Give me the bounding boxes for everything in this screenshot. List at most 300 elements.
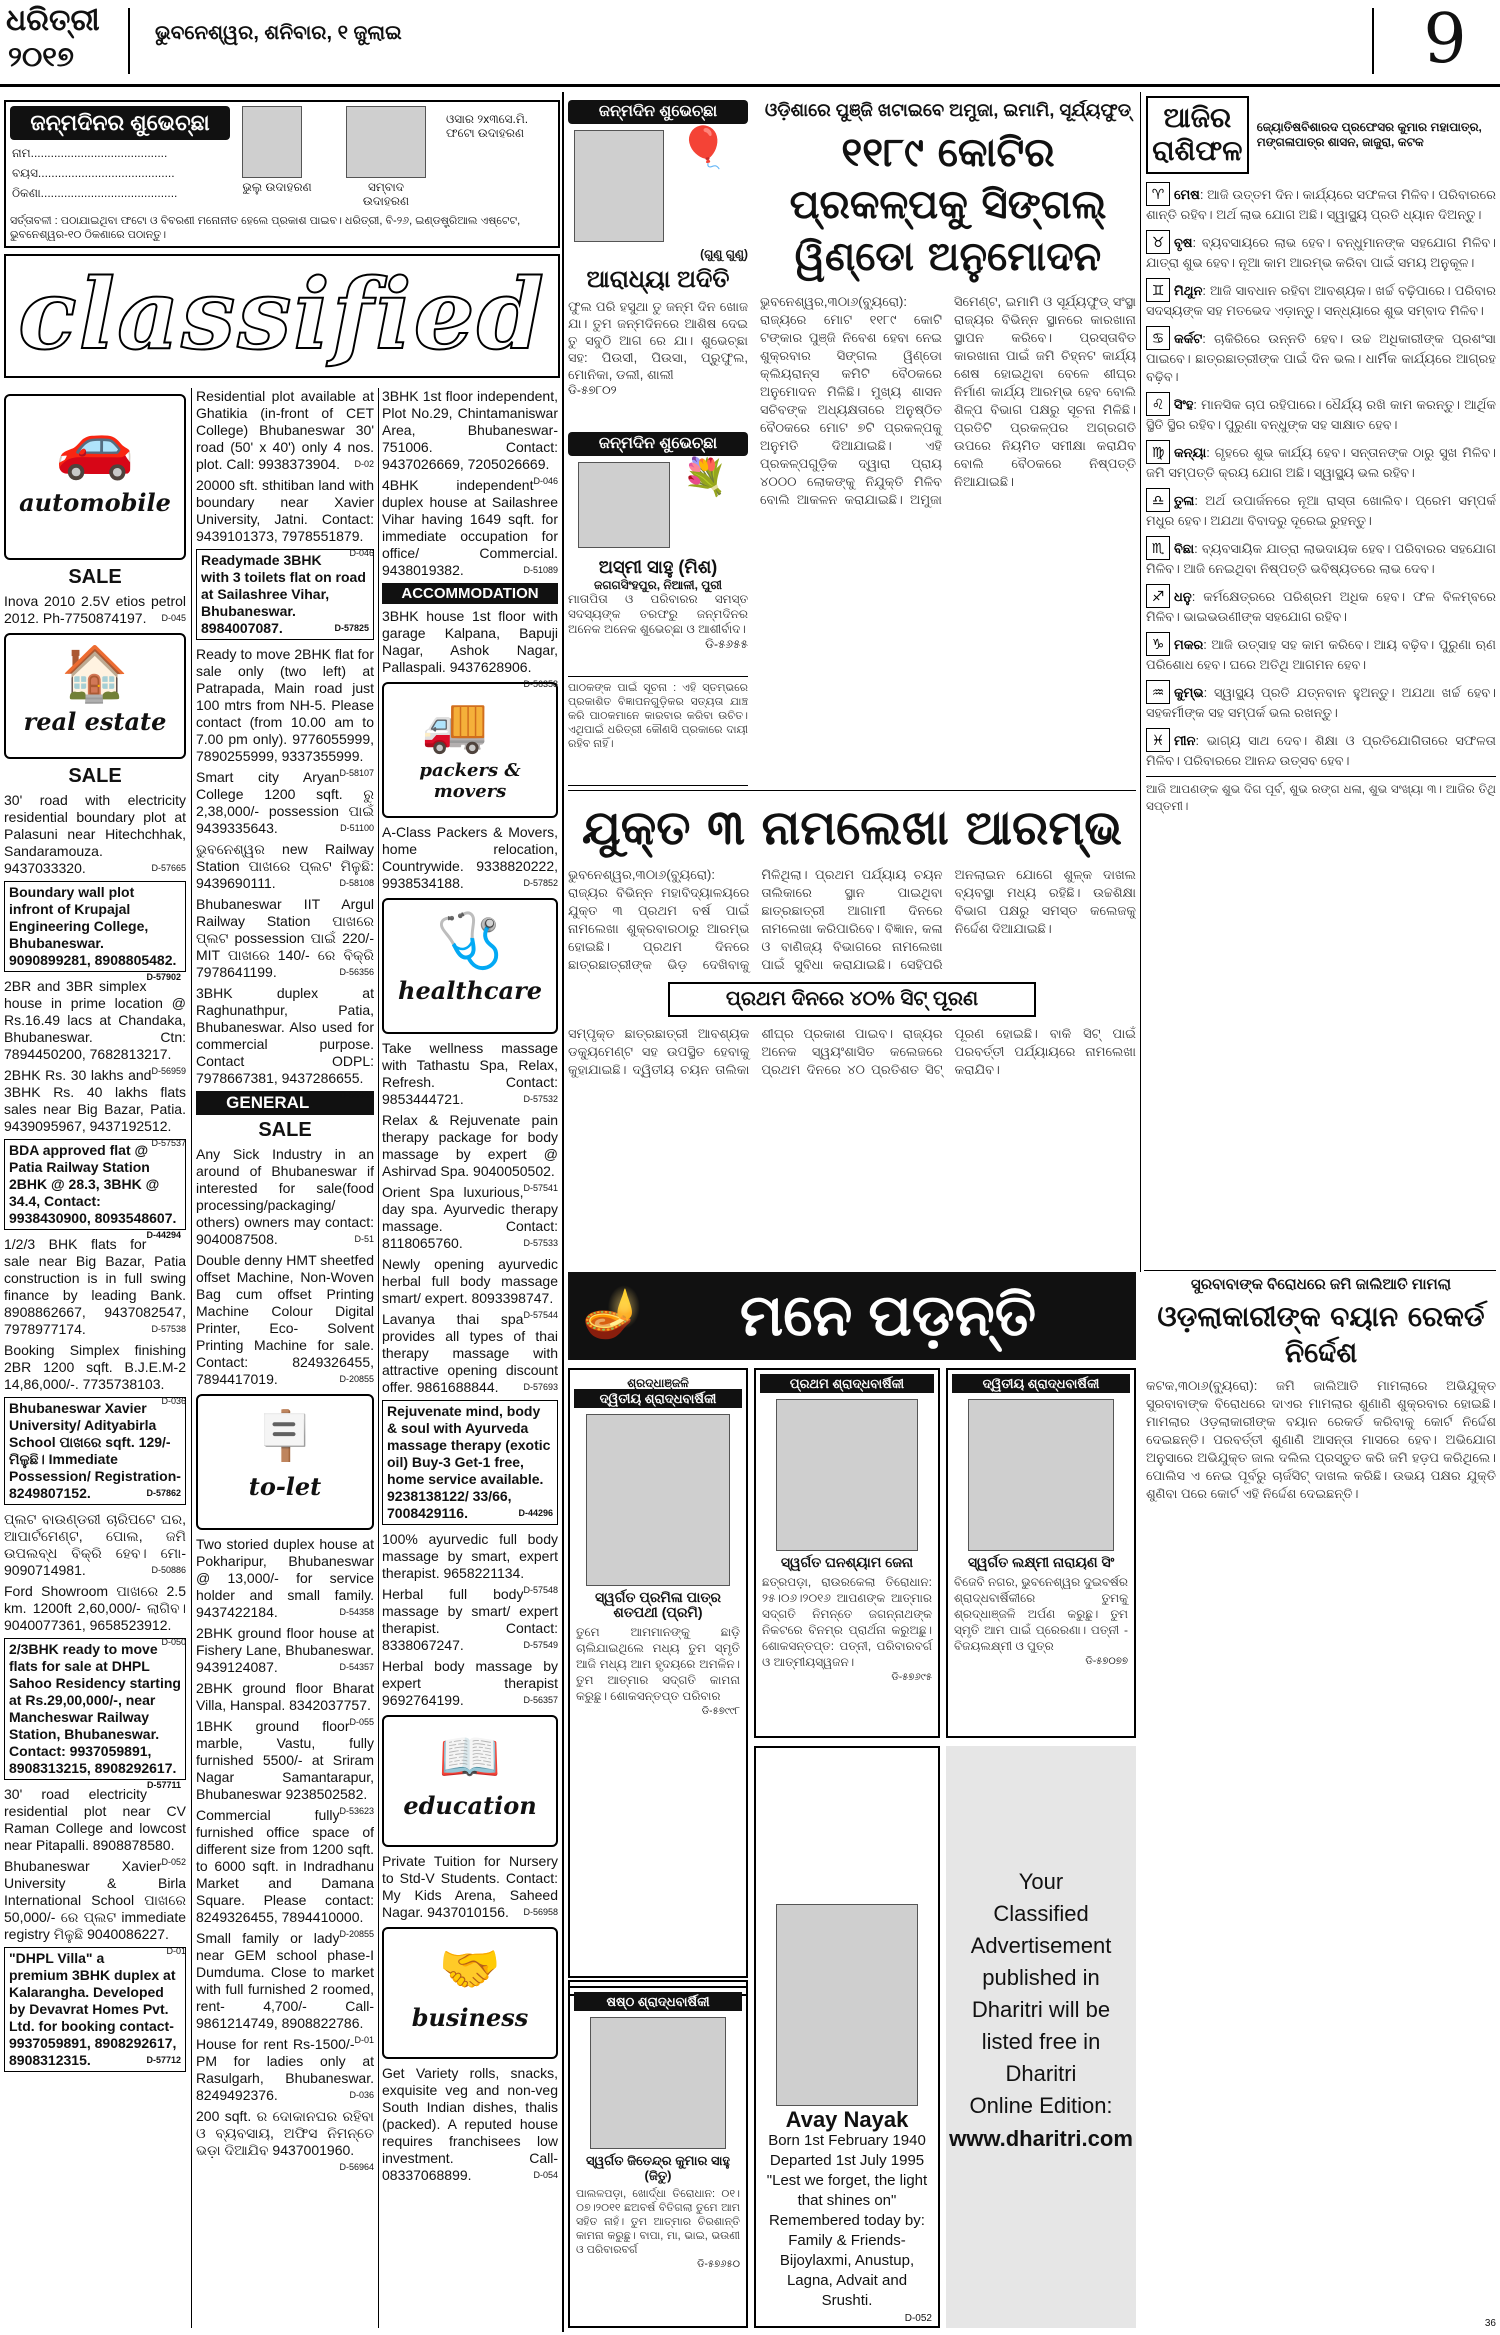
horoscope-header	[1146, 96, 1496, 174]
news-3	[1146, 1276, 1496, 2328]
birthday-1-code: ଡି-୫୭୮୦୨	[568, 383, 617, 397]
classified-ad	[4, 1236, 186, 1338]
birthday-form-name[interactable]: ନାମ.........................................	[12, 146, 168, 160]
classified-ad-code: D-51089	[523, 565, 558, 575]
classified-ad-text: Rejuvenate mind, body & soul with Ayurveda massage therapy (exotic oil) Buy-3 Get-1 free, home service available. 9238138122/ 33/66, 7008429116.	[387, 1403, 551, 1521]
classified-ad-text: Commercial fully furnished office space of different size from 1200 sqft. to 6000 sqft. in Indradhanu Market and Damana Square. Please contact: 8249326455, 7894410000.	[196, 1807, 374, 1925]
zodiac-icon: ♒	[1146, 680, 1170, 704]
classified-ad-code: D-20855	[339, 1929, 374, 1939]
classified-col1	[4, 388, 186, 2328]
classified-ad-text: Orient Spa luxurious, day spa. Ayurvedic therapy massage. Contact: 8118065760.	[382, 1184, 558, 1251]
classified-ad-code: D-054	[533, 2170, 558, 2180]
free-ad-line: listed free in	[981, 2029, 1101, 2054]
birthday-1-nickname: (ଗୁଣୁ ଗୁଣୁ)	[700, 247, 748, 261]
news-1-body: ଭୁବନେଶ୍ୱର,୩୦ା୬(ବ୍ୟୁରୋ): ରାଜ୍ୟରେ ମୋଟ ୧୧୮୯ କୋଟି ଟଙ୍କାର ପୁଞ୍ଜି ନିବେଶ ହେବା ନେଇ ଶୁକ୍ରବାର ସିଙ୍ଗଲ ୱିଣ୍ଡୋ କ୍ଲିୟରାନ୍ସ କମିଟି ବୈଠକରେ ଅନୁମୋଦନ ମିଳିଛି। ମୁଖ୍ୟ ଶାସନ ସଚିବଙ୍କ ଅଧ୍ୟକ୍ଷତାରେ ଅନୁଷ୍ଠିତ ବୈଠକରେ ମୋଟ ୭ଟି ପ୍ରକଳ୍ପକୁ ଅନୁମତି ଦିଆଯାଇଛି। ଏହି ପ୍ରକଳ୍ପଗୁଡ଼ିକ ଦ୍ୱାରା ପ୍ରାୟ ୪୦୦୦ ଲୋକଙ୍କୁ ନିଯୁକ୍ତି ମିଳିବ ବୋଲି ଆକଳନ କରାଯାଇଛି। ଅମୁଜା ସିମେଣ୍ଟ, ଇମାମି ଓ ସୂର୍ଯ୍ୟଫୁଡ୍ ସଂସ୍ଥା ରାଜ୍ୟର ବିଭିନ୍ନ ସ୍ଥାନରେ କାରଖାନା ସ୍ଥାପନ କରିବେ। ପ୍ରସ୍ତାବିତ କାରଖାନା ପାଇଁ ଜମି ଚିହ୍ନଟ କାର୍ଯ୍ୟ ଶେଷ ହୋଇଥିବା ବେଳେ ଶୀଘ୍ର ନିର୍ମାଣ କାର୍ଯ୍ୟ ଆରମ୍ଭ ହେବ ବୋଲି ଶିଳ୍ପ ବିଭାଗ ପକ୍ଷରୁ ସୂଚନା ମିଳିଛି। ପ୍ରତିଟି ପ୍ରକଳ୍ପର ଅଗ୍ରଗତି ଉପରେ ନିୟମିତ ସମୀକ୍ଷା କରାଯିବ ବୋଲି ବୈଠକରେ ନିଷ୍ପତ୍ତି ନିଆଯାଇଛି।	[760, 294, 1136, 507]
classified-ad	[196, 646, 374, 778]
zodiac-icon: ♍	[1146, 440, 1170, 464]
classified-ad-text: Boundary wall plot infront of Krupajal Engineering College, Bhubaneswar. 9090899281, 8908805482.	[9, 884, 177, 968]
horoscope-sign: ♒ କୁମ୍ଭ: ସ୍ୱାସ୍ଥ୍ୟ ପ୍ରତି ଯତ୍ନବାନ ହୁଅନ୍ତୁ। ଅଯଥା ଖର୍ଚ୍ଚ ହେବ। ସହକର୍ମୀଙ୍କ ସହ ସମ୍ପର୍କ ଭଲ ରଖନ୍ତୁ।	[1146, 680, 1496, 722]
classified-ad	[196, 841, 374, 892]
classified-ad-code: D-56356	[339, 967, 374, 977]
horoscope-sign-name: କନ୍ୟା	[1174, 445, 1207, 460]
horoscope-sign-text: ଚାକିରିରେ ଉନ୍ନତି ହେବ। ଉଚ୍ଚ ଅଧିକାରୀଙ୍କ ପ୍ରଶଂସା ପାଇବେ। ଛାତ୍ରଛାତ୍ରୀଙ୍କ ପାଇଁ ଦିନ ଭଲ। ଧାର୍ମିକ କାର୍ଯ୍ୟରେ ଆଗ୍ରହ ବଢ଼ିବ।	[1146, 331, 1496, 384]
classified-ad-text: "DHPL Villa" a premium 3BHK duplex at Kalarangha. Developed by Devavrat Homes Pvt. Ltd. for booking contact- 9937059891, 8908292617, 8908312315.	[9, 1950, 177, 2068]
sample-photo-2-label: ସମ୍ବାଦ ଉଦାହରଣ	[362, 180, 410, 208]
classified-ad	[382, 388, 558, 486]
car-icon: 🚗	[55, 409, 135, 481]
zodiac-icon: ♑	[1146, 632, 1170, 656]
horoscope-sign-text: ଗୃହରେ ଶୁଭ କାର୍ଯ୍ୟ ହେବ। ସନ୍ତାନଙ୍କ ଠାରୁ ସୁଖ ମିଳିବ। ଜମି ସମ୍ପତ୍ତି କ୍ରୟ ଯୋଗ ଅଛି। ସ୍ୱାସ୍ଥ୍ୟ ଭଲ ରହିବ।	[1146, 445, 1496, 480]
classified-ad	[4, 792, 186, 877]
news-3-headline: ଓଡ଼ଲାକାରୀଙ୍କ ବୟାନ ରେକର୍ଡ ନିର୍ଦ୍ଦେଶ	[1157, 1300, 1485, 1369]
horoscope-sign: ♏ ବିଛା: ବ୍ୟବସାୟିକ ଯାତ୍ରା ଲାଭଦାୟକ ହେବ। ପରିବାରର ସହଯୋଗ ମିଳିବ। ଆଜି ନେଇଥିବା ନିଷ୍ପତ୍ତି ଭବିଷ୍ୟତରେ ଲାଭ ଦେବ।	[1146, 536, 1496, 578]
memorial-item-2-code: ଡି-୫୭୬୯୫	[891, 1672, 932, 1683]
classified-ad	[4, 1397, 186, 1505]
classified-ad-code: D-57533	[523, 1238, 558, 1248]
horoscope-sign-name: ବିଛା	[1174, 541, 1195, 556]
classified-ad-code: D-57693	[523, 1382, 558, 1392]
classified-ad	[382, 1040, 558, 1108]
classified-ad-text: Take wellness massage with Tathastu Spa, Relax, Refresh. Contact: 9853444721.	[382, 1040, 558, 1107]
classified-ad-text: House for rent Rs-1500/- PM for ladies only at Rasulgarh, Bhubaneswar. 8249492376.	[196, 2036, 374, 2103]
horoscope-sign-text: ଅର୍ଥ ଉପାର୍ଜନରେ ନୂଆ ରାସ୍ତା ଖୋଲିବ। ପ୍ରେମ ସମ୍ପର୍କ ମଧୁର ହେବ। ଅଯଥା ବିବାଦରୁ ଦୂରେଇ ରୁହନ୍ତୁ।	[1146, 493, 1496, 528]
classified-ad-text: ଭୁବନେଶ୍ୱର new Railway Station ପାଖରେ ପ୍ଲଟ ମିଳୁଛି: 9439690111.	[196, 841, 374, 891]
birthday-1	[568, 100, 748, 420]
classified-ad-text: 1BHK ground floor marble, Vastu, fully furnished 5500/- at Sriram Nagar Samantarapur, Bhubaneswar 9238502582.	[196, 1718, 374, 1802]
classified-ad-text: 2BR and 3BR simplex house in prime location @ Rs.16.49 lacs at Chandaka, Bhubaneswar. Ctn: 7894450200, 7682813217.	[4, 978, 186, 1062]
sample-photo-2	[346, 106, 426, 178]
accommodation-banner: ACCOMMODATION	[382, 583, 558, 604]
memorial-jitendra-code: ଡି-୫୭୬୫୦	[697, 2259, 740, 2270]
memorial-avay-code: D-052	[904, 2313, 932, 2324]
classified-ad	[4, 1947, 186, 2072]
classified-ad	[196, 985, 374, 1100]
classified-ad-text: A-Class Packers & Movers, home relocation, Countrywide. 9338820222, 9938534188.	[382, 824, 558, 891]
automobile-section-icon: 🚗 automobile	[4, 394, 186, 560]
memorial-avay-photo	[776, 1904, 918, 2106]
sample-photo-1-label: ଭୁଲୁ ଉଦାହରଣ	[242, 180, 312, 194]
classified-ad	[196, 1536, 374, 1621]
classified-ad-code: D-56958	[523, 1907, 558, 1917]
classified-ad	[4, 978, 186, 1076]
classified-ad-code: D-58107	[339, 768, 374, 778]
handshake-icon: 🤝	[438, 1941, 502, 1997]
horoscope-sign: ♉ ବୃଷ: ବ୍ୟବସାୟରେ ଲାଭ ହେବ। ବନ୍ଧୁମାନଙ୍କ ସହଯୋଗ ମିଳିବ। ଯାତ୍ରା ଶୁଭ ହେବ। ନୂଆ କାମ ଆରମ୍ଭ କରିବା ପାଇଁ ସମୟ ଅନୁକୂଳ।	[1146, 230, 1496, 272]
classified-ad	[4, 1858, 186, 1956]
classified-ad-code: D-57825	[334, 623, 369, 633]
birthday-1-title: ଜନ୍ମଦିନ ଶୁଭେଚ୍ଛା	[568, 100, 748, 124]
memorial-item-1	[568, 1368, 748, 1978]
memorial-item-3-name: ସ୍ୱର୍ଗତ ଲକ୍ଷ୍ମୀ ନାରାୟଣ ସିଂ	[967, 1554, 1115, 1570]
classified-ad-code: D-50886	[151, 1565, 186, 1575]
classified-ad-text: Herbal body massage by expert therapist 9692764199.	[382, 1658, 558, 1708]
classified-ad-text: 30' road with electricity residential boundary plot at Palasuni near Hitechchhak, Sandaramouza. 9437033320.	[4, 792, 186, 876]
classified-ad	[382, 1531, 558, 1595]
zodiac-icon: ♊	[1146, 278, 1170, 302]
memorial-item-2-photo	[776, 1399, 918, 1551]
classified-ad	[4, 1583, 186, 1647]
classified-ad-text: Booking Simplex finishing 2BR 1200 sqft. B.J.E.M-2 14,86,000/-. 7735738103.	[4, 1342, 186, 1392]
footer-code: 36	[1484, 2318, 1496, 2329]
classified-ad-code: D-44296	[518, 1508, 553, 1518]
memorial-item-1-code: ଡି-୫୭୯୯୮	[701, 1706, 740, 1717]
birthday-1-wish: ଫୁଲ ପରି ହସୁଥା ତୁ ଜନ୍ମ ଦିନ ଖୋଜ ଯା। ତୁମ ଜନ୍ମଦିନରେ ଆଶିଷ ଦେଇ ତୁ ସବୁଠି ଆଗ ରେ ଯା। ଶୁଭେଚ୍ଛା ସହ: ପିଉସୀ, ପିଉସା, ପ୍ରୁଫୁଲ, ମୋନିକା, ଡଲୀ, ଶାଲୀ	[568, 299, 748, 382]
classified-ad-text: Any Sick Industry in an around of Bhubaneswar if interested for sale(food processing/packaging/ others) owners may contact: 9040087508.	[196, 1146, 374, 1247]
classified-ad-code: D-57538	[151, 1324, 186, 1334]
classified-ad	[4, 1638, 186, 1790]
horoscope-sign-name: କର୍କଟ	[1174, 331, 1203, 346]
memorial-item-1-head: ଦ୍ୱିତୀୟ ଶ୍ରାଦ୍ଧବାର୍ଷିକୀ	[574, 1389, 742, 1408]
classified-ad	[4, 1511, 186, 1579]
news-1	[760, 100, 1136, 790]
classified-ad-text: Bhubaneswar Xavier University/ Adityabirla School ପାଖରେ sqft. 129/- ମିଳୁଛି। Immediate Possession/ Registration- 8249807152.	[9, 1400, 181, 1501]
zodiac-icon: ♌	[1146, 392, 1170, 416]
reader-notice-text: ପାଠକଙ୍କ ପାଇଁ ସୂଚନା : ଏହି ସ୍ତମ୍ଭରେ ପ୍ରକାଶିତ ବିଜ୍ଞାପନଗୁଡ଼ିକର ସତ୍ୟତା ଯାଞ୍ଚ କରି ପାଠକମାନେ କାରବାର କରିବା ଉଚିତ। ଏଥିପାଇଁ ଧରିତ୍ରୀ କୌଣସି ପ୍ରକାରେ ଦାୟୀ ରହିବ ନାହିଁ।	[568, 682, 748, 750]
horoscope-sign: ♐ ଧନୁ: କର୍ମକ୍ଷେତ୍ରରେ ପରିଶ୍ରମ ଅଧିକ ହେବ। ଫଳ ବିଳମ୍ବରେ ମିଳିବ। ଭାଇଭଉଣୀଙ୍କ ସହଯୋଗ ରହିବ।	[1146, 584, 1496, 626]
memorial-jitendra-name: ସ୍ୱର୍ଗତ ଜିତେନ୍ଦ୍ର କୁମାର ସାହୁ (ଜିତୁ)	[586, 2153, 730, 2183]
free-ad-line: Dharitri will be	[971, 1997, 1111, 2022]
zodiac-icon: ♋	[1146, 326, 1170, 350]
horoscope-sign: ♑ ମକର: ଆଜି ଉତ୍ସାହ ସହ କାମ କରିବେ। ଆୟ ବଢ଼ିବ। ପୁରୁଣା ଋଣ ପରିଶୋଧ ହେବ। ଘରେ ଅତିଥି ଆଗମନ ହେବ।	[1146, 632, 1496, 674]
classified-ad-text: Get Variety rolls, snacks, exquisite veg and non-veg South Indian dishes, thalis (packed). A reputed house requires franchisees low investment. Call- 08337068899.	[382, 2065, 558, 2183]
classified-ad-text: Small family or lady near GEM school phase-I Dumduma. Close to market with full furnished 2 roomed, rent- 4,700/- Call- 9861214749, 8908822786.	[196, 1930, 374, 2031]
sale-heading: SALE	[68, 566, 122, 588]
classified-ad-code: D-055	[349, 1717, 374, 1727]
horoscope-sign-name: ଧନୁ	[1174, 589, 1192, 604]
classified-ad-code: D-045	[161, 613, 186, 623]
horoscope-sign-text: ଆଜି ସାବଧାନ ରହିବା ଆବଶ୍ୟକ। ଖର୍ଚ୍ଚ ବଢ଼ିପାରେ। ପରିବାର ସଦସ୍ୟଙ୍କ ସହ ମତଭେଦ ଏଡ଼ାନ୍ତୁ। ସନ୍ଧ୍ୟାରେ ଶୁଭ ସମ୍ବାଦ ମିଳିବ।	[1146, 283, 1496, 318]
horoscope-sign-text: ଆଜି ଉତ୍ସାହ ସହ କାମ କରିବେ। ଆୟ ବଢ଼ିବ। ପୁରୁଣା ଋଣ ପରିଶୋଧ ହେବ। ଘରେ ଅତିଥି ଆଗମନ ହେବ।	[1146, 637, 1496, 672]
classified-ad	[4, 1342, 186, 1406]
horoscope-sign-text: ଭାଗ୍ୟ ସାଥ ଦେବ। ଶିକ୍ଷା ଓ ପ୍ରତିଯୋଗିତାରେ ସଫଳତା ମିଳିବ। ପରିବାରରେ ଆନନ୍ଦ ଉତ୍ସବ ହେବ।	[1146, 733, 1496, 768]
memorial-item-3-head: ଦ୍ୱିତୀୟ ଶ୍ରାଦ୍ଧବାର୍ଷିକୀ	[952, 1374, 1130, 1393]
zodiac-icon: ♓	[1146, 728, 1170, 752]
classified-title-text: classified	[18, 258, 546, 371]
classified-ad-text: Newly opening ayurvedic herbal full body massage smart/ expert. 8093398747.	[382, 1256, 558, 1306]
birthday-1-name: ଆରାଧ୍ୟା ଅଦିତି	[586, 266, 730, 293]
memorial-item-1-name: ସ୍ୱର୍ଗତ ପ୍ରମିଳା ପାତ୍ର ଶତପଥୀ (ପ୍ରମି)	[595, 1589, 721, 1620]
birthday-form-title: ଜନ୍ମଦିନର ଶୁଭେଚ୍ଛା	[10, 106, 230, 140]
classified-ad-text: 200 sqft. ର ଦୋକାନଘର ରହିବା ଓ ବ୍ୟବସାୟ, ଅଫିସ ନିମନ୍ତେ ଭଡ଼ା ଦିଆଯିବ 9437001960.	[196, 2108, 374, 2158]
masthead	[0, 0, 1500, 84]
news-3-kicker: ସୁରବାବାଙ୍କ ବିରୋଧରେ ଜମି ଜାଲିଆତି ମାମଲା	[1190, 1276, 1452, 1293]
birthday-2-code: ଡି-୫୬୫୫	[705, 637, 748, 651]
horoscope	[1146, 96, 1496, 1266]
horoscope-sign: ♍ କନ୍ୟା: ଗୃହରେ ଶୁଭ କାର୍ଯ୍ୟ ହେବ। ସନ୍ତାନଙ୍କ ଠାରୁ ସୁଖ ମିଳିବ। ଜମି ସମ୍ପତ୍ତି କ୍ରୟ ଯୋଗ ଅଛି। ସ୍ୱାସ୍ଥ୍ୟ ଭଲ ରହିବ।	[1146, 440, 1496, 482]
classified-ad	[382, 2065, 558, 2184]
classified-ad-text: 3BHK duplex at Raghunathpur, Patia, Bhubaneswar. Also used for commercial purpose. Contact ODPL: 7978667381, 9437286655.	[196, 985, 374, 1086]
reader-notice	[568, 676, 748, 786]
classified-ad	[196, 896, 374, 981]
classified-ad-text: ପ୍ଲଟ ବାଉଣ୍ଡରୀ ଚାରିପଟେ ଘର, ଆପାର୍ଟମେଣ୍ଟ, ପୋଲ, ଜମି ଉପଲବ୍ଧ ବିକ୍ରି ହେବ। ମୋ- 9090714981.	[4, 1511, 186, 1578]
birthday-form-address[interactable]: ଠିକଣା.........................................	[12, 186, 178, 200]
free-listing-ad	[946, 1746, 1136, 2328]
classified-ad-code: D-57665	[151, 863, 186, 873]
horoscope-sign-name: ମକର	[1174, 637, 1204, 652]
real-estate-section-icon: 🏠 real estate	[4, 633, 186, 759]
classified-ad	[4, 593, 186, 627]
classified-ad-code: D-57862	[146, 1488, 181, 1498]
classified-ad	[196, 388, 374, 473]
classified-ad	[196, 1930, 374, 2045]
classified-ad-code: D-02	[354, 459, 374, 469]
classified-ad-text: 1/2/3 BHK flats for sale near Big Bazar, Patia construction is in full swing finance by leading Bank. 8908862667, 9437082547, 7978977174.	[4, 1236, 186, 1337]
memorial-jitendra-head: ଷଷ୍ଠ ଶ୍ରାଦ୍ଧବାର୍ଷିକୀ	[574, 1992, 742, 2011]
horoscope-sign-name: ତୁଳା	[1174, 493, 1195, 508]
classified-ad-code: D-57541	[523, 1183, 558, 1193]
classified-ad-text: Smart city Aryan College 1200 sqft. ରୁ 2,38,000/- possession ପାଇଁ 9439335643.	[196, 769, 374, 836]
classified-ad-code: D-51100	[340, 823, 374, 833]
memorial-banner	[568, 1272, 1136, 1360]
memorial-banner-title: ମନେ ପଡ଼ନ୍ତି	[739, 1283, 1037, 1348]
classified-ad	[196, 477, 374, 558]
classified-ad-text: Two storied duplex house at Pokharipur, Bhubaneswar @ 13,000/- for service holder and small family. 9437422184.	[196, 1536, 374, 1620]
classified-ad	[4, 881, 186, 982]
classified-ad-code: D-57711	[146, 1780, 181, 1790]
general-sale-heading: SALE	[258, 1119, 312, 1141]
classified-ad	[196, 1718, 374, 1816]
classified-ad-code: D-036	[349, 2090, 374, 2100]
classified-ad-code: D-57712	[146, 2055, 181, 2065]
memorial-item-2	[754, 1368, 940, 1738]
free-ad-line: Your	[1018, 1869, 1064, 1894]
horoscope-sign: ♌ ସିଂହ: ମାନସିକ ଚାପ ରହିପାରେ। ଧୈର୍ଯ୍ୟ ରଖି କାମ କରନ୍ତୁ। ଆର୍ଥିକ ସ୍ଥିତି ସ୍ଥିର ରହିବ। ପୁରୁଣା ବନ୍ଧୁଙ୍କ ସହ ସାକ୍ଷାତ ହେବ।	[1146, 392, 1496, 434]
horoscope-sign-text: କର୍ମକ୍ଷେତ୍ରରେ ପରିଶ୍ରମ ଅଧିକ ହେବ। ଫଳ ବିଳମ୍ବରେ ମିଳିବ। ଭାଇଭଉଣୀଙ୍କ ସହଯୋଗ ରହିବ।	[1146, 589, 1496, 624]
classified-ad-text: 2BHK ground floor house at Fishery Lane, Bhubaneswar. 9439124087.	[196, 1625, 374, 1675]
memorial-jitendra-photo	[590, 2017, 726, 2149]
classified-ad-text: Relax & Rejuvenate pain therapy package for body massage by expert @ Ashirvad Spa. 9040050502.	[382, 1112, 558, 1179]
birthday-2-wish: ମାତାପିତା ଓ ପରିବାରର ସମସ୍ତ ସଦସ୍ୟଙ୍କ ତରଫରୁ ଜନ୍ମଦିନର ଅନେକ ଅନେକ ଶୁଭେଚ୍ଛା ଓ ଆଶୀର୍ବାଦ।	[568, 592, 748, 636]
free-ad-line: Advertisement	[970, 1933, 1112, 1958]
news-1-headline: ୧୧୮୯ କୋଟିର ପ୍ରକଳ୍ପକୁ ସିଙ୍ଗଲ୍ ୱିଣ୍ଡୋ ଅନୁମୋଦନ	[789, 130, 1107, 280]
stethoscope-icon: 🩺	[436, 911, 504, 971]
birthday-2-place: ଜଗଗସିଂହପୁର, ନିଆଳୀ, ପୁରୀ	[594, 578, 722, 592]
packers-movers-section-icon: 🚚 packers & movers	[382, 682, 558, 818]
horoscope-sign-name: ମୀନ	[1174, 733, 1196, 748]
classified-ad-text: 100% ayurvedic full body massage by smart, expert therapist. 9658221134.	[382, 1531, 558, 1581]
horoscope-sign: ♊ ମିଥୁନ: ଆଜି ସାବଧାନ ରହିବା ଆବଶ୍ୟକ। ଖର୍ଚ୍ଚ ବଢ଼ିପାରେ। ପରିବାର ସଦସ୍ୟଙ୍କ ସହ ମତଭେଦ ଏଡ଼ାନ୍ତୁ। ସନ୍ଧ୍ୟାରେ ଶୁଭ ସମ୍ବାଦ ମିଳିବ।	[1146, 278, 1496, 320]
birthday-2-name: ଅସ୍ମୀ ସାହୁ (ମିଶ)	[598, 557, 718, 577]
news-2	[568, 796, 1136, 1268]
classified-ad	[196, 2108, 374, 2172]
horoscope-sign-name: ମିଥୁନ	[1174, 283, 1203, 298]
classified-ad-code: D-56959	[151, 1066, 186, 1076]
sign-icon: 🪧	[255, 1410, 315, 1463]
memorial-jitendra-text: ପାଲଳପଡ଼ା, ଖୋର୍ଦ୍ଧା ତିରୋଧାନ: ୦୧।୦୭।୨୦୧୧ ଛଅବର୍ଷ ବିତିଗଲା ତୁମେ ଆମ ସହିତ ନାହଁ। ତୁମ ଆତ୍ମାର ଚିରଶାନ୍ତି କାମନା କରୁଛୁ। ବାପା, ମା, ଭାଇ, ଭଉଣୀ ଓ ପରିବାରବର୍ଗ	[576, 2188, 740, 2256]
classified-ad	[4, 1786, 186, 1867]
horoscope-sign-text: ସ୍ୱାସ୍ଥ୍ୟ ପ୍ରତି ଯତ୍ନବାନ ହୁଅନ୍ତୁ। ଅଯଥା ଖର୍ଚ୍ଚ ହେବ। ସହକର୍ମୀଙ୍କ ସହ ସମ୍ପର୍କ ଭଲ ରଖନ୍ତୁ।	[1146, 685, 1496, 720]
horoscope-sign-text: ଆଜି ଉତ୍ତମ ଦିନ। କାର୍ଯ୍ୟରେ ସଫଳତା ମିଳିବ। ପରିବାରରେ ଶାନ୍ତି ରହିବ। ଅର୍ଥ ଲାଭ ଯୋଗ ଅଛି। ସ୍ୱାସ୍ଥ୍ୟ ପ୍ରତି ଧ୍ୟାନ ଦିଅନ୍ତୁ।	[1146, 187, 1496, 222]
birthday-form-age[interactable]: ବୟସ.........................................	[12, 166, 175, 180]
memorial-item-2-text: ଛତ୍ରପଡ଼ା, ରାଉରକେଲା ତିରୋଧାନ: ୨୫।୦୬।୨୦୧୬ ଆପଣଙ୍କ ଆତ୍ମାର ସଦ୍‌ଗତି ନିମନ୍ତେ ଜଗନ୍ନାଥଙ୍କ ନିକଟରେ ବିନମ୍ର ପ୍ରାର୍ଥନା କରୁଅଛୁ। ଶୋକସନ୍ତପ୍ତ: ପତ୍ନୀ, ପରିବାରବର୍ଗ ଓ ଆତ୍ମୀୟସ୍ୱଜନ।	[762, 1575, 932, 1669]
classified-ad-text: BDA approved flat @ Patia Railway Station 2BHK @ 28.3, 3BHK @ 34.4, Contact: 9938430900, 8093548607.	[9, 1142, 177, 1226]
memorial-item-3-photo	[968, 1399, 1114, 1551]
classified-ad-text: Herbal full body massage by smart/ expert therapist. Contact: 8338067247.	[382, 1586, 558, 1653]
classified-ad-code: D-20855	[339, 1374, 374, 1384]
classified-ad-code: D-53623	[339, 1806, 374, 1816]
memorial-jitendra	[568, 1986, 748, 2328]
classified-ad	[382, 1400, 558, 1525]
classified-ad	[382, 1256, 558, 1320]
classified-ad-code: D-01	[166, 1946, 186, 1956]
horoscope-sign-text: ମାନସିକ ଚାପ ରହିପାରେ। ଧୈର୍ଯ୍ୟ ରଖି କାମ କରନ୍ତୁ। ଆର୍ଥିକ ସ୍ଥିତି ସ୍ଥିର ରହିବ। ପୁରୁଣା ବନ୍ଧୁଙ୍କ ସହ ସାକ୍ଷାତ ହେବ।	[1146, 397, 1496, 432]
classified-ad-text: 3BHK 1st floor independent, Plot No.29, Chintamaniswar Area, Bhubaneswar- 751006. Contact: 9437026669, 7205026669.	[382, 388, 558, 472]
horoscope-sign: ♋ କର୍କଟ: ଚାକିରିରେ ଉନ୍ନତି ହେବ। ଉଚ୍ଚ ଅଧିକାରୀଙ୍କ ପ୍ରଶଂସା ପାଇବେ। ଛାତ୍ରଛାତ୍ରୀଙ୍କ ପାଇଁ ଦିନ ଭଲ। ଧାର୍ମିକ କାର୍ଯ୍ୟରେ ଆଗ୍ରହ ବଢ଼ିବ।	[1146, 326, 1496, 386]
classified-ad-code: D-01	[354, 2035, 374, 2045]
classified-ad-text: 2BHK Rs. 30 lakhs and 3BHK Rs. 40 lakhs flats sales near Big Bazar, Patia. 9439095967, 9437192512.	[4, 1067, 186, 1134]
classified-ad-code: D-56357	[523, 1695, 558, 1705]
classified-ad	[382, 824, 558, 892]
classified-ad-text: Private Tuition for Nursery to Std-V Students. Contact: My Kids Arena, Saheed Nagar. 9437010156.	[382, 1853, 558, 1920]
classified-ad-code: D-44294	[146, 1230, 181, 1240]
zodiac-icon: ♉	[1146, 230, 1170, 254]
horoscope-footer: ଆଜି ଆପଣଙ୍କ ଶୁଭ ଦିଗ ପୂର୍ବ, ଶୁଭ ରଙ୍ଗ ଧଳା, ଶୁଭ ସଂଖ୍ୟା ୩। ଆଜିର ତିଥି ସପ୍ତମୀ।	[1146, 776, 1496, 815]
memorial-item-3	[946, 1368, 1136, 1738]
zodiac-icon: ♈	[1146, 182, 1170, 206]
classified-ad-text: Ready to move 2BHK flat for sale only (two left) at Patrapada, Main road just 100 mtrs from NH-5. Please contact (from 10.00 am to 7.00 pm only). 9776055999, 7890255999, 9337355999.	[196, 646, 374, 764]
masthead-logo: ଧରିତ୍ରୀ	[6, 3, 100, 38]
news-2-body: ଭୁବନେଶ୍ୱର,୩୦ା୬(ବ୍ୟୁରୋ): ରାଜ୍ୟର ବିଭିନ୍ନ ମହାବିଦ୍ୟାଳୟରେ ଯୁକ୍ତ ୩ ପ୍ରଥମ ବର୍ଷ ପାଇଁ ନାମଲେଖା ଶୁକ୍ରବାରଠାରୁ ଆରମ୍ଭ ହୋଇଛି। ପ୍ରଥମ ଦିନରେ ଛାତ୍ରଛାତ୍ରୀଙ୍କ ଭିଡ଼ ଦେଖିବାକୁ ମିଳିଥିଲା। ପ୍ରଥମ ପର୍ଯ୍ୟାୟ ଚୟନ ତାଲିକାରେ ସ୍ଥାନ ପାଇଥିବା ଛାତ୍ରଛାତ୍ରୀ ଆଗାମୀ ଦିନରେ ନାମଲେଖା କରିପାରିବେ। ବିଜ୍ଞାନ, କଳା ଓ ବାଣିଜ୍ୟ ବିଭାଗରେ ନାମଲେଖା ପାଇଁ ସୁବିଧା କରାଯାଇଛି। ସେହିପରି ଅନଲାଇନ ଯୋଗେ ଶୁଳ୍କ ଦାଖଲ ବ୍ୟବସ୍ଥା ମଧ୍ୟ ରହିଛି। ଉଚ୍ଚଶିକ୍ଷା ବିଭାଗ ପକ୍ଷରୁ ସମସ୍ତ କଲେଜକୁ ନିର୍ଦ୍ଦେଶ ଦିଆଯାଇଛି।	[568, 867, 1136, 972]
zodiac-icon: ♏	[1146, 536, 1170, 560]
memorial-item-2-head: ପ୍ରଥମ ଶ୍ରାଦ୍ଧବାର୍ଷିକୀ	[760, 1374, 934, 1393]
classified-ad	[382, 1853, 558, 1921]
classified-ad	[382, 1658, 558, 1709]
horoscope-sign: ♈ ମେଷ: ଆଜି ଉତ୍ତମ ଦିନ। କାର୍ଯ୍ୟରେ ସଫଳତା ମିଳିବ। ପରିବାରରେ ଶାନ୍ତି ରହିବ। ଅର୍ଥ ଲାଭ ଯୋଗ ଅଛି। ସ୍ୱାସ୍ଥ୍ୟ ପ୍ରତି ଧ୍ୟାନ ଦିଅନ୍ତୁ।	[1146, 182, 1496, 224]
birthday-1-photo	[574, 130, 664, 242]
page-number: 9	[1423, 0, 1467, 79]
birthday-form-note: ସର୍ତ୍ତାବଳୀ : ପଠାଯାଇଥିବା ଫଟୋ ଓ ବିବରଣୀ ମନୋନୀତ ହେଲେ ପ୍ରକାଶ ପାଇବ। ଧରିତ୍ରୀ, ବି-୨୬, ଇଣ୍ଡଷ୍ଟ୍ରିଆଲ ଏଷ୍ଟେଟ, ଭୁବନେଶ୍ୱର-୧୦ ଠିକଣାରେ ପଠାନ୍ତୁ।	[10, 215, 521, 241]
masthead-dateline: ଭୁବନେଶ୍ୱର, ଶନିବାର, ୧ ଜୁଲାଇ	[155, 22, 402, 44]
news-3-body: କଟକ,୩୦ା୬(ବ୍ୟୁରୋ): ଜମି ଜାଲିଆତି ମାମଲାରେ ଅଭିଯୁକ୍ତ ସୁରବାବାଙ୍କ ବିରୋଧରେ ଦାଏର ମାମଲାର ଶୁଣାଣି ଶୁକ୍ରବାର ହୋଇଛି। ମାମଲାର ଓଡ଼ଲାକାରୀଙ୍କ ବୟାନ ରେକର୍ଡ କରିବାକୁ କୋର୍ଟ ନିର୍ଦ୍ଦେଶ ଦେଇଛନ୍ତି। ପରବର୍ତ୍ତୀ ଶୁଣାଣି ଆସନ୍ତା ମାସରେ ହେବ। ଅଭିଯୋଗ ଅନୁସାରେ ଅଭିଯୁକ୍ତ ଜାଲ ଦଲିଲ ପ୍ରସ୍ତୁତ କରି ଜମି ହଡ଼ପ କରିଥିଲେ। ପୋଲିସ ଏ ନେଇ ପୂର୍ବରୁ ଚାର୍ଜସିଟ୍ ଦାଖଲ କରିଛି। ଉଭୟ ପକ୍ଷର ଯୁକ୍ତି ଶୁଣିବା ପରେ କୋର୍ଟ ଏହି ନିର୍ଦ୍ଦେଶ ଦେଇଛନ୍ତି।	[1146, 1378, 1496, 1501]
balloons-icon: 🎈	[678, 126, 729, 170]
classified-ad-code: D-56963	[339, 1090, 374, 1100]
classified-ad	[4, 1139, 186, 1240]
house-icon: 🏠	[61, 644, 129, 704]
classified-ad	[196, 1146, 374, 1248]
birthday-form	[4, 100, 560, 248]
memorial-avay-name: Avay Nayak	[785, 2107, 909, 2132]
sample-photo-1	[242, 106, 302, 178]
classified-ad-code: D-58108	[339, 878, 374, 888]
classified-ad	[382, 1112, 558, 1193]
memorial-item-1-text: ତୁମେ ଆମମାନଙ୍କୁ ଛାଡ଼ି ଚାଲିଯାଇଥିଲେ ମଧ୍ୟ ତୁମ ସ୍ମୃତି ଆଜି ମଧ୍ୟ ଆମ ହୃଦୟରେ ଅମଳିନ। ତୁମ ଆତ୍ମାର ସଦ୍‌ଗତି କାମନା କରୁଛୁ। ଶୋକସନ୍ତପ୍ତ ପରିବାର	[576, 1625, 740, 1703]
classified-ad	[196, 1252, 374, 1388]
classified-ad-text: Inova 2010 2.5V etios petrol 2012. Ph-7750874197.	[4, 593, 186, 626]
classified-ad-code: D-54357	[339, 1662, 374, 1672]
zodiac-icon: ♎	[1146, 488, 1170, 512]
classified-ad-code: D-046	[349, 548, 374, 558]
classified-ad-text: Double denny HMT sheetfed offset Machine, Non-Woven Bag cum offset Printing Machine Colour Digital Printer, Eco- Solvent Printing Machine for sale. Contact: 8249326455, 7894417019.	[196, 1252, 374, 1387]
classified-ad-code: D-54358	[339, 1607, 374, 1617]
classified-ad-text: Bhubaneswar Xavier University & Birla International School ପାଖରେ 50,000/- ରେ ପ୍ଲଟ immediate registry ମିଳୁଛି 9040086227.	[4, 1858, 186, 1942]
memorial-item-2-name: ସ୍ୱର୍ଗତ ଘନଶ୍ୟାମ ଜେନା	[780, 1554, 914, 1570]
lamp-icon: 🪔	[582, 1287, 642, 1340]
classified-ad-text: Residential plot available at Ghatikia (in-front of CET College) Bhubaneswar 30' road (50' x 40') only 4 nos. plot. Call: 9938373904.	[196, 388, 374, 472]
classified-ad-text: 2/3BHK ready to move flats for sale at DHPL Sahoo Residency starting at Rs.29,00,000/-, near Mancheswar Railway Station, Bhubaneswar. Contact: 9937059891, 8908313215, 8908292617.	[9, 1641, 181, 1776]
classified-ad	[196, 1625, 374, 1676]
free-ad-line: Classified	[993, 1901, 1089, 1926]
classified-ad-text: Readymade 3BHK with 3 toilets flat on road at Sailashree Vihar, Bhubaneswar. 8984007087.	[201, 552, 366, 636]
free-ad-line: published in	[982, 1965, 1100, 1990]
education-section-icon: 📖 education	[382, 1715, 558, 1847]
classified-ad-code: D-57532	[523, 1094, 558, 1104]
classified-ad	[196, 549, 374, 640]
classified-ad-code: D-56358	[523, 679, 558, 689]
memorial-item-1-pretitle: ଶ୍ରଦ୍ଧାଞ୍ଜଳି	[627, 1376, 689, 1390]
classified-ad-text: 4BHK independent duplex house at Sailashree Vihar having 1649 sqft. for immediate occupation for office/ Commercial. 9438019382.	[382, 477, 558, 578]
news-2-headline: ଯୁକ୍ତ ୩ ନାମଲେଖା ଆରମ୍ଭ	[581, 800, 1123, 856]
classified-ad-code: D-56964	[339, 2162, 374, 2172]
classified-ad-text: Ford Showroom ପାଖରେ 2.5 km. 1200ft 2,60,000/- ଲାଗିବ। 9040077361, 9658523912.	[4, 1583, 186, 1633]
classified-ad-text: Bhubaneswar IIT Argul Railway Station ପାଖରେ ପ୍ଲଟ possession ପାଇଁ 220/- MIT ପାଖରେ 140/- ରେ ବିକ୍ରି 7978641199.	[196, 896, 374, 980]
horoscope-sign-text: ବ୍ୟବସାୟିକ ଯାତ୍ରା ଲାଭଦାୟକ ହେବ। ପରିବାରର ସହଯୋଗ ମିଳିବ। ଆଜି ନେଇଥିବା ନିଷ୍ପତ୍ତି ଭବିଷ୍ୟତରେ ଲାଭ ଦେବ।	[1146, 541, 1496, 576]
free-ad-line: Online Edition:	[969, 2093, 1113, 2118]
classified-ad-text: 30' road electricity residential plot near CV Raman College and lowcost near Pitapalli. 8908878580.	[4, 1786, 186, 1853]
classified-ad	[196, 2036, 374, 2104]
memorial-item-3-text: ବିଜେବି ନଗର, ଭୁବନେଶ୍ୱର ଦୁଇବର୍ଷର ଶ୍ରାଦ୍ଧବାର୍ଷିକୀରେ ତୁମକୁ ଶ୍ରଦ୍ଧାଞ୍ଜଳି ଅର୍ପଣ କରୁଛୁ। ତୁମ ସ୍ମୃତି ଆମ ପାଇଁ ପ୍ରେରଣା। ପତ୍ନୀ - ବିଜୟଲକ୍ଷ୍ମୀ ଓ ପୁତ୍ର	[954, 1575, 1128, 1653]
horoscope-title: ଆଜିର ରାଶିଫଳ	[1146, 96, 1249, 174]
birthday-form-size-note: ଓସାର ୨x୩ସେ.ମି. ଫଟୋ ଉଦାହରଣ	[446, 112, 529, 140]
business-section-icon: 🤝 business	[382, 1927, 558, 2059]
zodiac-icon: ♐	[1146, 584, 1170, 608]
classified-ad-code: D-57548	[523, 1585, 558, 1595]
horoscope-sign: ♓ ମୀନ: ଭାଗ୍ୟ ସାଥ ଦେବ। ଶିକ୍ଷା ଓ ପ୍ରତିଯୋଗିତାରେ ସଫଳତା ମିଳିବ। ପରିବାରରେ ଆନନ୍ଦ ଉତ୍ସବ ହେବ।	[1146, 728, 1496, 770]
classified-ad-code: D-050	[161, 1637, 186, 1647]
memorial-avay	[754, 1746, 940, 2328]
to-let-section-icon: 🪧 to-let	[196, 1394, 374, 1530]
general-banner: GENERAL	[196, 1091, 374, 1115]
horoscope-sign-name: କୁମ୍ଭ	[1174, 685, 1204, 700]
news-2-body-2: ସମ୍ପୃକ୍ତ ଛାତ୍ରଛାତ୍ରୀ ଆବଶ୍ୟକ ଡକ୍ୟୁମେଣ୍ଟ ସହ ଉପସ୍ଥିତ ହେବାକୁ କୁହାଯାଇଛି। ଦ୍ୱିତୀୟ ଚୟନ ତାଲିକା ଶୀଘ୍ର ପ୍ରକାଶ ପାଇବ। ରାଜ୍ୟର ଅନେକ ସ୍ୱୟଂଶାସିତ କଲେଜରେ ପ୍ରଥମ ଦିନରେ ୪୦ ପ୍ରତିଶତ ସିଟ୍ ପୂରଣ ହୋଇଛି। ବାକି ସିଟ୍ ପାଇଁ ପରବର୍ତ୍ତୀ ପର୍ଯ୍ୟାୟରେ ନାମଲେଖା କରାଯିବ।	[568, 1026, 1136, 1077]
classified-col2	[196, 388, 374, 2328]
horoscope-astrologer: ଜ୍ୟୋତିଷବିଶାରଦ ପ୍ରଫେସର କୁମାର ମହାପାତ୍ର, ମଙ୍ଗଳାପାତ୍ର ଶାସନ, ଜାଜୁରା, କଟକ	[1256, 120, 1482, 149]
flower-icon: 💐	[682, 456, 728, 497]
horoscope-sign-text: ବ୍ୟବସାୟରେ ଲାଭ ହେବ। ବନ୍ଧୁମାନଙ୍କ ସହଯୋଗ ମିଳିବ। ଯାତ୍ରା ଶୁଭ ହେବ। ନୂଆ କାମ ଆରମ୍ଭ କରିବା ପାଇଁ ସମୟ ଅନୁକୂଳ।	[1146, 235, 1496, 270]
classified-ad	[196, 1807, 374, 1939]
classified-ad-text: 20000 sft. sthitiban land with boundary near Xavier University, Jatni. Contact: 9439101373, 7978551879.	[196, 477, 374, 544]
horoscope-sign-name: ମେଷ	[1174, 187, 1200, 202]
horoscope-sign-name: ବୃଷ	[1174, 235, 1193, 250]
classified-ad	[382, 608, 558, 689]
truck-icon: 🚚	[421, 695, 489, 755]
classified-col3	[382, 388, 558, 2328]
classified-ad-text: 2BHK ground floor Bharat Villa, Hanspal. 8342037757.	[196, 1680, 374, 1713]
memorial-item-3-code: ଡି-୫୭୦୭୭	[1085, 1656, 1128, 1667]
classified-ad-code: D-57537	[151, 1138, 186, 1148]
classified-title	[4, 254, 560, 378]
healthcare-section-icon: 🩺 healthcare	[382, 898, 558, 1034]
free-ad-line: Dharitri	[1005, 2061, 1077, 2086]
masthead-year: ୨୦୧୭	[8, 40, 74, 73]
classified-ad-code: D-51	[354, 1234, 374, 1244]
horoscope-sign-name: ସିଂହ	[1174, 397, 1194, 412]
classified-ad-code: D-57544	[523, 1310, 558, 1320]
news-1-kicker: ଓଡ଼ିଶାରେ ପୁଞ୍ଜି ଖଟାଇବେ ଅମୁଜା, ଇମାମି, ସୂର୍ଯ୍ୟଫୁଡ୍	[764, 100, 1132, 120]
memorial-item-1-photo	[586, 1414, 730, 1586]
birthday-2-photo	[578, 462, 670, 548]
classified-ad-code: D-036	[161, 1396, 186, 1406]
classified-ad-text: 3BHK house 1st floor with garage Kalpana, Bapuji Nagar, Ashok Nagar, Pallaspali. 9437628906.	[382, 608, 558, 675]
classified-ad-code: D-046	[533, 476, 558, 486]
sale-heading-2: SALE	[68, 765, 122, 787]
book-icon: 📖	[438, 1729, 502, 1785]
birthday-2	[568, 432, 748, 672]
news-2-subhead: ପ୍ରଥମ ଦିନରେ ୪୦% ସିଟ୍ ପୂରଣ	[668, 982, 1036, 1017]
free-ad-url[interactable]: www.dharitri.com	[949, 2126, 1133, 2151]
classified-ad	[382, 477, 558, 579]
classified-ad-code: D-57549	[523, 1640, 558, 1650]
classified-ad-code: D-57852	[523, 878, 558, 888]
